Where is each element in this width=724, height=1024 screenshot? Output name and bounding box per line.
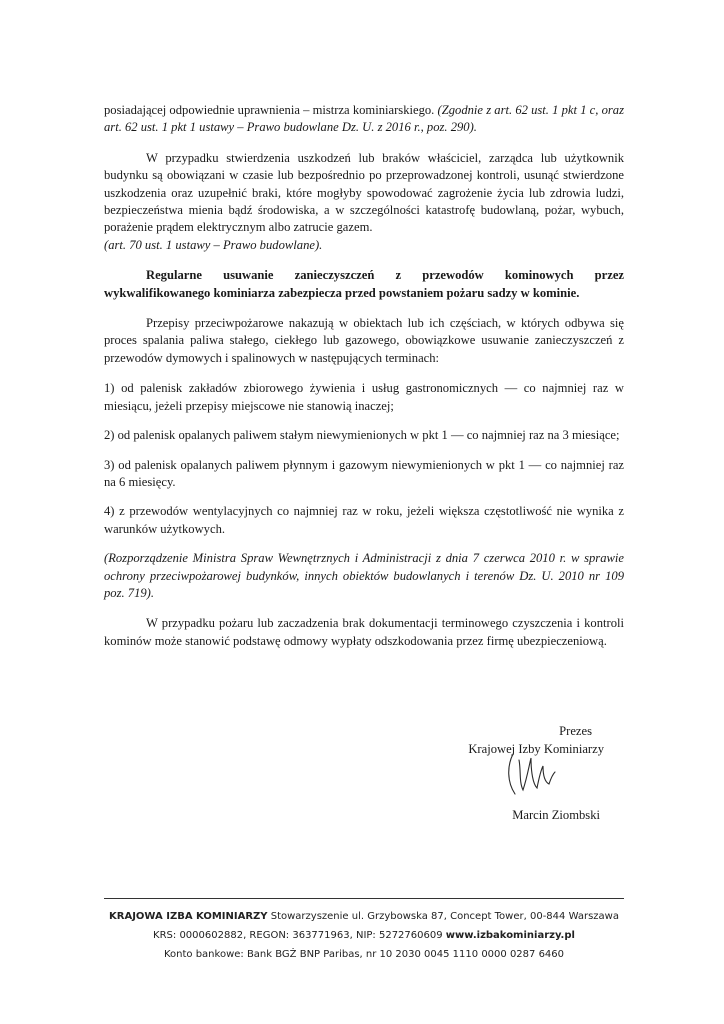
list-item: 3) od palenisk opalanych paliwem płynnym i gazowym niewymienionych w pkt 1 — co najmniej raz na 6 miesięcy. — [104, 457, 624, 489]
qualifications-text: posiadającej odpowiednie uprawnienia – mistrza kominiarskiego. — [104, 103, 438, 117]
footer-org-name: KRAJOWA IZBA KOMINIARZY — [109, 911, 268, 922]
list-item: 2) od palenisk opalanych paliwem stałym niewymienionych w pkt 1 — co najmniej raz na 3 miesiące; — [104, 428, 620, 443]
signer-name: Marcin Ziombski — [512, 808, 600, 822]
list-item: 4) z przewodów wentylacyjnych co najmniej raz w roku, jeżeli większa częstotliwość nie wynika z warunków użytkowych. — [104, 504, 624, 536]
footer-ids-line — [104, 926, 624, 945]
footer-address-line — [104, 907, 624, 926]
paragraph-fire-regulations: Przepisy przeciwpożarowe nakazują w obiektach lub ich częściach, w których odbywa się proces spalania paliwa stałego, ciekłego lub gazowego, obowiązkowe usuwanie zanieczyszczeń z przewodów dymowych i spalinowych w następujących terminach: — [104, 316, 624, 365]
letterhead-footer — [104, 898, 624, 964]
signer-role: Prezes — [559, 724, 592, 738]
qualifications-citation: (Zgodnie z art. 62 ust. 1 pkt 1 c, oraz art. 62 ust. 1 pkt 1 ustawy – Prawo budowlane Dz. U. z 2016 r., poz. 290). — [104, 103, 624, 135]
footer-address: Stowarzyszenie ul. Grzybowska 87, Concept Tower, 00-844 Warszawa — [267, 911, 619, 922]
regulation-citation: (Rozporządzenie Ministra Spraw Wewnętrznych i Administracji z dnia 7 czerwca 2010 r. w sprawie ochrony przeciwpożarowej budynków, innych obiektów budowlanych i terenów Dz. U. 2010 nr 109 poz. 719). — [104, 551, 624, 600]
signature-block — [450, 722, 630, 824]
paragraph-insurance: W przypadku pożaru lub zaczadzenia brak dokumentacji terminowego czyszczenia i kontroli kominów może stanowić podstawę odmowy wypłaty odszkodowania przez firmę ubezpieczeniową. — [104, 616, 624, 648]
footer-website-link[interactable]: www.izbakominiarzy.pl — [445, 930, 575, 941]
signer-organization: Krajowej Izby Kominiarzy — [468, 742, 604, 756]
letter-body — [104, 102, 624, 663]
damage-citation: (art. 70 ust. 1 ustawy – Prawo budowlane). — [104, 237, 323, 252]
handwritten-signature — [505, 748, 575, 800]
paragraph-qualifications — [104, 102, 624, 137]
list-item: 1) od palenisk zakładów zbiorowego żywienia i usług gastronomicznych — co najmniej raz w miesiącu, jeżeli przepisy miejscowe nie stanowią inaczej; — [104, 381, 624, 413]
bold-statement: Regularne usuwanie zanieczyszczeń z przewodów kominowych przez wykwalifikowanego kominiarza zabezpiecza przed powstaniem pożaru sadzy w kominie. — [104, 268, 624, 300]
footer-bank-account: Konto bankowe: Bank BGŻ BNP Paribas, nr 10 2030 0045 1110 0000 0287 6460 — [163, 949, 565, 960]
footer-registry-ids: KRS: 0000602882, REGON: 363771963, NIP: 5272760609 — [153, 930, 446, 941]
paragraph-damage: W przypadku stwierdzenia uszkodzeń lub braków właściciel, zarządca lub użytkownik budynku są obowiązani w czasie lub bezpośrednio po przeprowadzonej kontroli, usunąć stwierdzone uszkodzenia oraz uzupełnić braki, które mogłyby spowodować zagrożenie życia lub zdrowia ludzi, bezpieczeństwa mienia bądź środowiska, a w szczególności katastrofę budowlaną, pożar, wybuch, porażenie prądem elektrycznym albo zatrucie gazem. — [104, 150, 624, 235]
